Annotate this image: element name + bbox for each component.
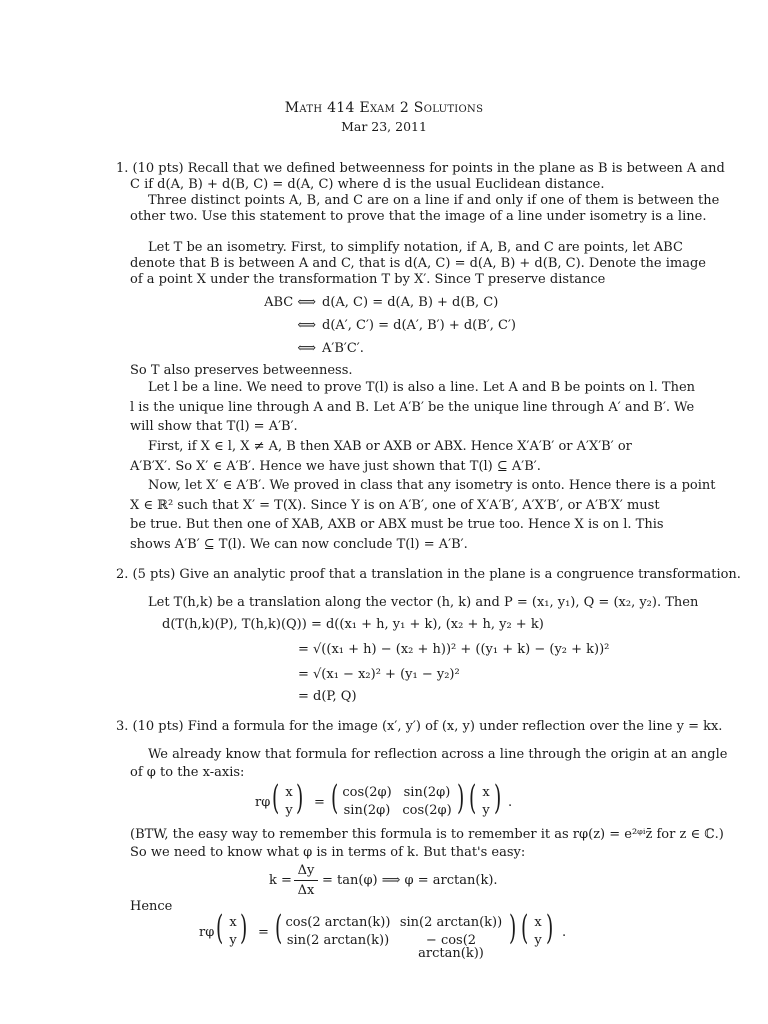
right-paren: ) (239, 908, 248, 948)
q1-proof-line-6: l is the unique line through A and B. Let A′B′ be the unique line through A′ and B′. We (130, 400, 695, 415)
matrix-cell: sin(2φ) (403, 785, 451, 800)
q2-eq-line-3: = √(x₁ − x₂)² + (y₁ − y₂)² (298, 667, 460, 682)
q3-proof-line-2: of φ to the x-axis: (130, 765, 245, 780)
q3-btw-line: (BTW, the easy way to remember this formula is to remember it as rφ(z) = e²ᵠⁱz̄ for z ∈ ℂ.) (130, 827, 724, 842)
right-paren: ) (508, 908, 517, 948)
right-paren: ) (493, 778, 502, 818)
vector-y: y (229, 933, 237, 948)
period: . (562, 925, 567, 940)
q2-eq-line-2: = √((x₁ + h) − (x₂ + h))² + ((y₁ + k) − (y₂ + k))² (298, 642, 610, 657)
q1-proof-line-10: Now, let X′ ∈ A′B′. We proved in class that any isometry is onto. Hence there is a point (148, 478, 716, 493)
vector-y: y (482, 803, 490, 818)
vector-x: x (534, 915, 542, 930)
q1-eq2-left: ⟺ (297, 318, 316, 333)
q2-statement: 2. (5 pts) Give an analytic proof that a translation in the plane is a congruence transformation. (116, 567, 741, 582)
hence-label: Hence (130, 899, 173, 914)
q1-proof-line-9: A′B′X′. So X′ ∈ A′B′. Hence we have just shown that T(l) ⊆ A′B′. (130, 459, 541, 474)
q1-proof-line-11: X ∈ ℝ² such that X′ = T(X). Since Y is on A′B′, one of X′A′B′, A′X′B′, or A′B′X′ must (130, 498, 660, 513)
q2-proof-line-1: Let T(h,k) be a translation along the vector (h, k) and P = (x₁, y₁), Q = (x₂, y₂). Then (148, 595, 699, 610)
q1-proof-line-2: denote that B is between A and C, that is d(A, C) = d(A, B) + d(B, C). Denote the image (130, 256, 706, 271)
q1-proof-line-4: So T also preserves betweenness. (130, 363, 353, 378)
matrix-cell: sin(2 arctan(k)) (286, 933, 390, 948)
vector-x: x (285, 785, 293, 800)
q1-eq3-right: A′B′C′. (322, 341, 364, 356)
page-title: Math 414 Exam 2 Solutions (284, 100, 484, 116)
q1-statement-line-1: 1. (10 pts) Recall that we defined betweenness for points in the plane as B is between A and (116, 161, 725, 176)
right-paren: ) (456, 778, 465, 818)
q3-proof-line-1: We already know that formula for reflection across a line through the origin at an angle (148, 747, 728, 762)
q1-proof-line-8: First, if X ∈ l, X ≠ A, B then XAB or AXB or ABX. Hence X′A′B′ or A′X′B′ or (148, 439, 632, 454)
q1-proof-line-13: shows A′B′ ⊆ T(l). We can now conclude T(l) = A′B′. (130, 537, 468, 552)
matrix-cell: − cos(2 arctan(k)) (418, 933, 484, 961)
vector-x: x (482, 785, 490, 800)
delta-y: Δy (297, 863, 315, 878)
q1-statement-line-4: other two. Use this statement to prove that the image of a line under isometry is a line. (130, 209, 707, 224)
period: . (508, 795, 513, 810)
q1-proof-line-12: be true. But then one of XAB, AXB or ABX must be true too. Hence X is on l. This (130, 517, 664, 532)
equals-sign: = (314, 795, 325, 810)
q1-proof-line-7: will show that T(l) = A′B′. (130, 419, 298, 434)
equals-sign: = (258, 925, 269, 940)
left-paren: ( (274, 908, 283, 948)
matrix-cell: cos(2φ) (342, 785, 392, 800)
q3-proof-line-3: So we need to know what φ is in terms of k. But that's easy: (130, 845, 526, 860)
q1-statement-line-2: C if d(A, B) + d(B, C) = d(A, C) where d is the usual Euclidean distance. (130, 177, 605, 192)
left-paren: ( (330, 778, 339, 818)
q2-eq-line-1: d(T(h,k)(P), T(h,k)(Q)) = d((x₁ + h, y₁ + k), (x₂ + h, y₂ + k) (162, 617, 544, 632)
right-paren: ) (295, 778, 304, 818)
q3-statement: 3. (10 pts) Find a formula for the image (x′, y′) of (x, y) under reflection over the line y = kx. (116, 719, 723, 734)
right-paren: ) (545, 908, 554, 948)
left-paren: ( (520, 908, 529, 948)
tan-relation: = tan(φ) ⟹ φ = arctan(k). (322, 873, 498, 888)
k-equals: k = (269, 873, 292, 888)
matrix-cell: sin(2 arctan(k)) (399, 915, 503, 930)
matrix-cell: cos(2φ) (402, 803, 452, 818)
left-paren: ( (215, 908, 224, 948)
matrix-cell: cos(2 arctan(k)) (285, 915, 391, 930)
matrix-cell: sin(2φ) (343, 803, 391, 818)
r-phi-symbol: rφ (255, 795, 271, 810)
q2-eq-line-4: = d(P, Q) (298, 689, 357, 704)
page-date: Mar 23, 2011 (341, 119, 427, 134)
delta-x: Δx (297, 883, 315, 898)
q1-eq1-right: d(A, C) = d(A, B) + d(B, C) (322, 295, 499, 310)
vector-x: x (229, 915, 237, 930)
q1-statement-line-3: Three distinct points A, B, and C are on a line if and only if one of them is between the (148, 193, 720, 208)
q1-eq1-left: ABC ⟺ (264, 295, 316, 310)
left-paren: ( (468, 778, 477, 818)
left-paren: ( (271, 778, 280, 818)
vector-y: y (534, 933, 542, 948)
q1-eq2-right: d(A′, C′) = d(A′, B′) + d(B′, C′) (322, 318, 516, 333)
q1-proof-line-1: Let T be an isometry. First, to simplify notation, if A, B, and C are points, let ABC (148, 240, 683, 255)
q1-proof-line-3: of a point X under the transformation T by X′. Since T preserve distance (130, 272, 606, 287)
q1-proof-line-5: Let l be a line. We need to prove T(l) is also a line. Let A and B be points on l. Then (148, 380, 696, 395)
q1-eq3-left: ⟺ (297, 341, 316, 356)
vector-y: y (285, 803, 293, 818)
r-phi-symbol: rφ (199, 925, 215, 940)
fraction-bar (294, 880, 318, 881)
